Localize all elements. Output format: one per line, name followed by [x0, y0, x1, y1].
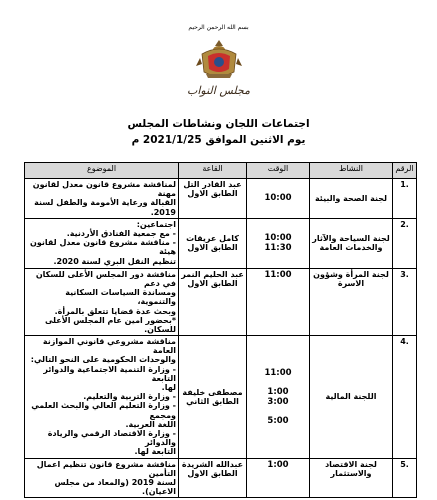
header-topic: الموضوع	[25, 163, 179, 179]
header-time: الوقت	[247, 163, 310, 179]
row-topic: مناقشة مشروعي قانوني الموازنة العامة والوحدات الحكومية على النحو التالي: - وزارة التنمية الاجتماعية والدوائر التابعة لها. - وزارة التربية والتعليم. - وزارة التعليم العالي والبحث العلمي ومجمع اللغة العربية. - وزارة الاقتصاد الرقمي والريادة والدوائر التابعة لها.	[25, 336, 179, 458]
header-activity: النشاط	[310, 163, 393, 179]
header-hall: القاعة	[179, 163, 247, 179]
row-hall: كامل عريقات الطابق الاول	[179, 218, 247, 268]
row-time: 1:00	[247, 458, 310, 498]
row-time: 11:00 1:00 3:00 5:00	[247, 336, 310, 458]
row-hall: عبد الحليم النمر الطابق الاول	[179, 268, 247, 335]
schedule-table	[24, 162, 417, 498]
row-hall: مصطفى خليفة الطابق الثاني	[179, 336, 247, 458]
row-topic: مناقشة مشروع قانون تنظيم اعمال التأمين لسنة 2019 (والمعاد من مجلس الاعيان).	[25, 458, 179, 498]
row-activity: لجنة الصحة والبيئة	[310, 179, 393, 219]
row-number: .1	[393, 179, 417, 219]
row-activity: لجنة المرأة وشؤون الاسرة	[310, 268, 393, 335]
table-row	[25, 458, 417, 498]
row-time: 11:00	[247, 268, 310, 335]
row-hall: عبد القادر التل الطابق الاول	[179, 179, 247, 219]
row-time: 10:00	[247, 179, 310, 219]
row-activity: اللجنة المالية	[310, 336, 393, 458]
date-line: يوم الاثنين الموافق 2021/1/25 م	[131, 134, 306, 146]
row-topic: لمناقشة مشروع قانون معدل لقانون مهنة القبالة ورعاية الأمومة والطفل لسنة 2019.	[25, 179, 179, 219]
row-topic: اجتماعين: - مع جمعية الفنادق الأردنية. - مناقشة مشروع قانون معدل لقانون هيئة تنظيم النقل البري لسنة 2020.	[25, 218, 179, 268]
table-row	[25, 179, 417, 219]
parliament-logo-text: مجلس النواب	[187, 84, 250, 97]
row-number: .3	[393, 268, 417, 335]
row-number: .2	[393, 218, 417, 268]
header-num: الرقم	[393, 163, 417, 179]
row-time: 10:00 11:30	[247, 218, 310, 268]
row-topic: مناقشة دور المجلس الأعلى للسكان في دعم ومساندة السياسات السكانية والتنموية، وبحث عدة قضايا تتعلق بالمرأة. *بحضور امين عام المجلس الأعلى للسكان.	[25, 268, 179, 335]
row-hall: عبدالله الشريدة الطابق الاول	[179, 458, 247, 498]
row-number: .5	[393, 458, 417, 498]
row-activity: لجنة السياحة والآثار والخدمات العامة	[310, 218, 393, 268]
basmala: بسم الله الرحمن الرحيم	[188, 24, 249, 31]
table-header-row	[25, 163, 417, 179]
table-row	[25, 218, 417, 268]
table-row	[25, 268, 417, 335]
table-row	[25, 336, 417, 458]
parliament-emblem-icon	[194, 36, 244, 82]
row-number: .4	[393, 336, 417, 458]
row-activity: لجنة الاقتصاد والاستثمار	[310, 458, 393, 498]
page-title: اجتماعات اللجان ونشاطات المجلس	[127, 118, 310, 130]
